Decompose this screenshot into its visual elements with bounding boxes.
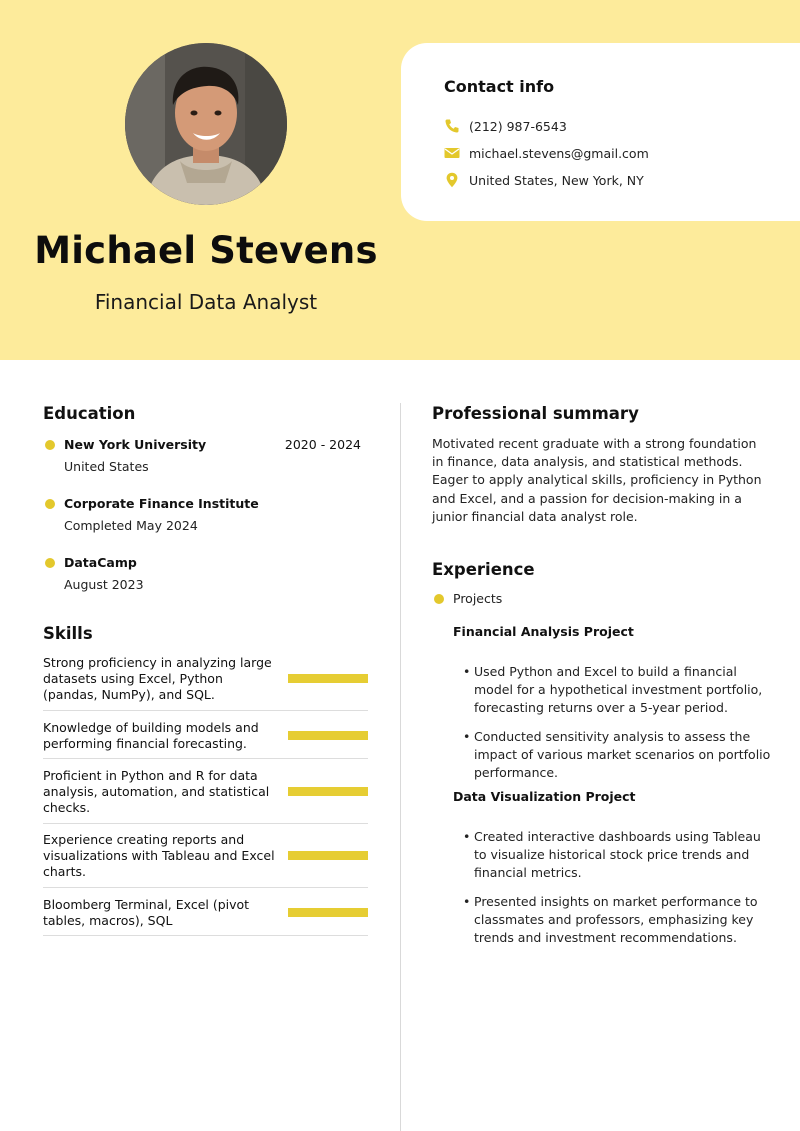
project-title: Data Visualization Project: [453, 789, 636, 804]
profile-photo: [125, 43, 287, 205]
bullet-dot: [45, 499, 55, 509]
project-bullet: [463, 728, 773, 783]
experience-heading: Experience: [432, 560, 535, 579]
phone-icon: [444, 118, 460, 134]
bullet-dot: [434, 594, 444, 604]
bullet-mark: •: [463, 664, 471, 679]
education-item: [43, 496, 365, 536]
project-title: Financial Analysis Project: [453, 624, 634, 639]
contact-email[interactable]: michael.stevens@gmail.com: [469, 145, 649, 161]
education-detail: Completed May 2024: [64, 518, 198, 533]
skill-text: Proficient in Python and R for data analysis, automation, and statistical checks.: [43, 768, 270, 816]
job-title: Financial Data Analyst: [94, 290, 318, 314]
education-institution: Corporate Finance Institute: [64, 496, 259, 511]
skill-text: Bloomberg Terminal, Excel (pivot tables, macros), SQL: [43, 897, 250, 929]
skill-level-bar: [288, 908, 368, 917]
contact-location: United States, New York, NY: [469, 172, 644, 188]
skill-level-bar: [288, 851, 368, 860]
skill-row: [43, 655, 368, 711]
education-detail: United States: [64, 459, 149, 474]
contact-location-row: [444, 170, 644, 190]
candidate-name: Michael Stevens: [34, 229, 378, 272]
contact-phone[interactable]: (212) 987-6543: [469, 118, 567, 134]
bullet-dot: [45, 558, 55, 568]
skill-row: [43, 897, 368, 936]
education-institution: DataCamp: [64, 555, 137, 570]
education-years: 2020 - 2024: [284, 437, 361, 452]
skill-text: Knowledge of building models and performing financial forecasting.: [43, 720, 259, 752]
bullet-dot: [45, 440, 55, 450]
skill-level-bar: [288, 787, 368, 796]
project-bullet-text: Used Python and Excel to build a financial model for a hypothetical investment portfolio, forecasting returns over a 5-year period.: [474, 664, 763, 716]
education-heading: Education: [43, 404, 136, 423]
contact-phone-row: [444, 116, 567, 136]
project-bullet-text: Created interactive dashboards using Tableau to visualize historical stock price trends and financial metrics.: [474, 829, 761, 881]
education-item: [43, 437, 365, 477]
bullet-mark: •: [463, 729, 471, 744]
skill-level-bar: [288, 731, 368, 740]
project-bullet-text: Presented insights on market performance to classmates and professors, emphasizing key trends and investment recommendations.: [474, 894, 758, 946]
education-item: [43, 555, 365, 595]
column-divider: [400, 403, 401, 1131]
contact-heading: Contact info: [444, 77, 555, 96]
project-bullet: [463, 893, 773, 948]
contact-email-row: [444, 143, 649, 163]
skill-row: [43, 768, 368, 824]
education-institution: New York University: [64, 437, 207, 452]
contact-card: [401, 43, 800, 221]
map-pin-icon: [444, 172, 460, 188]
skill-text: Strong proficiency in analyzing large datasets using Excel, Python (pandas, NumPy), and SQL.: [43, 655, 272, 703]
summary-text: Motivated recent graduate with a strong foundation in finance, data analysis, and statistical methods. Eager to apply analytical skills, proficiency in Python and Excel, and a passion for decision-making in a junior financial data analyst role.: [432, 436, 762, 524]
summary-heading: Professional summary: [432, 404, 639, 423]
skill-level-bar: [288, 674, 368, 683]
project-bullet-text: Conducted sensitivity analysis to assess the impact of various market scenarios on portfolio performance.: [474, 729, 771, 781]
project-bullet: [463, 828, 773, 883]
bullet-mark: •: [463, 894, 471, 909]
envelope-icon: [444, 145, 460, 161]
skill-row: [43, 720, 368, 759]
experience-group-label: Projects: [453, 591, 503, 606]
skill-row: [43, 832, 368, 888]
bullet-mark: •: [463, 829, 471, 844]
skill-text: Experience creating reports and visualizations with Tableau and Excel charts.: [43, 832, 275, 880]
project-bullet: [463, 663, 773, 718]
education-detail: August 2023: [64, 577, 144, 592]
skills-heading: Skills: [43, 624, 93, 643]
